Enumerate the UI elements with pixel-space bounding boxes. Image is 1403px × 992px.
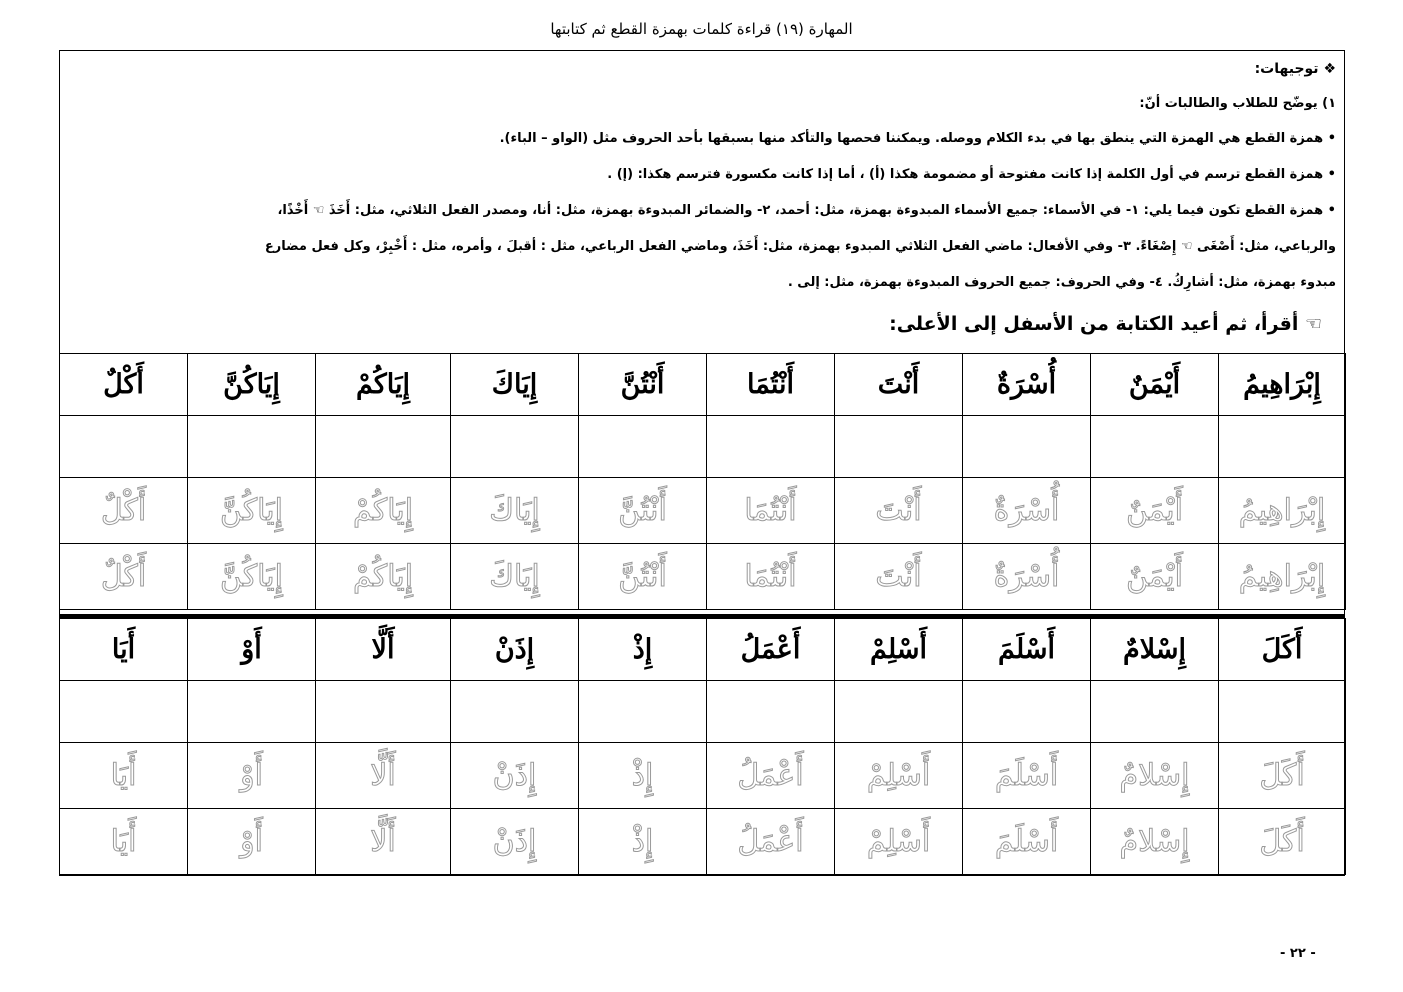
trace-cell: إِذَنْ (451, 809, 579, 875)
word-cell: أَكْلٌ (60, 354, 188, 416)
writing-cell[interactable] (188, 416, 316, 478)
words-table-2 (59, 618, 1346, 875)
trace-cell: أَنْتُنَّ (579, 478, 707, 544)
trace-cell: إِبْرَاهِيمُ (1219, 478, 1346, 544)
word-row (60, 619, 1346, 681)
trace-row (60, 478, 1346, 544)
instruction-bullet-2: • همزة القطع ترسم في أول الكلمة إذا كانت مفتوحة أو مضمومة هكذا (أ) ، أما إذا كانت مكسورة فترسم هكذا: (إ) . (607, 167, 1336, 182)
word-cell: إِيَاكَ (451, 354, 579, 416)
trace-cell: أُسْرَةٌ (963, 544, 1091, 610)
instruction-bullet-1: • همزة القطع هي الهمزة التي ينطق بها في بدء الكلام ووصله. ويمكننا فحصها والتأكد منها بسبقها بأحد الحروف مثل (الواو – الباء). (499, 131, 1336, 146)
instruction-line-4: والرباعي، مثل: أَصْغَى ☜ إِصْغَاءً. ٣- وفي الأفعال: ماضي الفعل الثلاثي المبدوء بهمزة، مثل: أَخَذَ، وماضي الفعل الرباعي، مثل : أقبلَ ، وأمره، مثل : أَخْبِرْ، وكل فعل مضارع (264, 239, 1336, 254)
word-cell: أَوْ (188, 619, 316, 681)
trace-row (60, 809, 1346, 875)
trace-cell: أَسْلَمَ (963, 743, 1091, 809)
word-cell: أَنْتُنَّ (579, 354, 707, 416)
trace-cell: أَنْتَ (835, 544, 963, 610)
trace-cell: إِذْ (579, 809, 707, 875)
word-cell: أَنْتُمَا (707, 354, 835, 416)
word-cell: أَسْلَمَ (963, 619, 1091, 681)
word-cell: أُسْرَةٌ (963, 354, 1091, 416)
read-instruction: ☜ أقرأ، ثم أعيد الكتابة من الأسفل إلى الأعلى: (889, 313, 1322, 335)
writing-cell[interactable] (1091, 416, 1219, 478)
page-number: - ٢٢ - (1280, 946, 1316, 961)
trace-cell: أَنْتُنَّ (579, 544, 707, 610)
trace-cell: أَوْ (188, 809, 316, 875)
writing-cell[interactable] (316, 681, 451, 743)
word-cell: أَلَّا (316, 619, 451, 681)
writing-cell[interactable] (188, 681, 316, 743)
writing-cell[interactable] (835, 681, 963, 743)
trace-cell: أَعْمَلُ (707, 809, 835, 875)
instruction-line-5: مبدوء بهمزة، مثل: أشارِكُ. ٤- وفي الحروف: جميع الحروف المبدوءة بهمزة، مثل: إلى . (787, 275, 1336, 290)
trace-cell: إِيَاكَ (451, 478, 579, 544)
writing-cell[interactable] (835, 416, 963, 478)
instructions-heading: ❖ توجيهات: (1254, 61, 1336, 77)
trace-cell: أَلَّا (316, 743, 451, 809)
trace-cell: أَيْمَنٌ (1091, 544, 1219, 610)
writing-cell[interactable] (963, 681, 1091, 743)
trace-cell: أَكَلَ (1219, 809, 1346, 875)
trace-cell: أَسْلَمَ (963, 809, 1091, 875)
word-cell: إِذْ (579, 619, 707, 681)
instructions (60, 51, 1344, 353)
word-cell: أَكَلَ (1219, 619, 1346, 681)
trace-cell: أَيَا (60, 743, 188, 809)
word-cell: إِسْلامٌ (1091, 619, 1219, 681)
trace-cell: إِيَاكُمْ (316, 478, 451, 544)
trace-cell: إِسْلامٌ (1091, 809, 1219, 875)
writing-cell[interactable] (60, 416, 188, 478)
worksheet-frame (59, 50, 1345, 876)
writing-row (60, 416, 1346, 478)
word-cell: أَسْلِمْ (835, 619, 963, 681)
trace-row (60, 743, 1346, 809)
trace-cell: أَكْلٌ (60, 544, 188, 610)
trace-cell: أَكَلَ (1219, 743, 1346, 809)
writing-cell[interactable] (1219, 416, 1346, 478)
writing-cell[interactable] (579, 416, 707, 478)
instruction-item-1: ١) يوضّح للطلاب والطالبات أنّ: (1139, 96, 1336, 111)
writing-cell[interactable] (963, 416, 1091, 478)
trace-cell: أَلَّا (316, 809, 451, 875)
word-cell: أَنْتَ (835, 354, 963, 416)
writing-cell[interactable] (579, 681, 707, 743)
trace-cell: أَكْلٌ (60, 478, 188, 544)
trace-cell: أَنْتُمَا (707, 544, 835, 610)
writing-cell[interactable] (316, 416, 451, 478)
writing-cell[interactable] (1219, 681, 1346, 743)
word-cell: إِذَنْ (451, 619, 579, 681)
word-cell: أَيَا (60, 619, 188, 681)
word-cell: إِبْرَاهِيمُ (1219, 354, 1346, 416)
trace-cell: أَنْتُمَا (707, 478, 835, 544)
word-cell: أَيْمَنٌ (1091, 354, 1219, 416)
writing-row (60, 681, 1346, 743)
word-row (60, 354, 1346, 416)
trace-cell: أَنْتَ (835, 478, 963, 544)
trace-cell: أُسْرَةٌ (963, 478, 1091, 544)
writing-cell[interactable] (60, 681, 188, 743)
instruction-bullet-3: • همزة القطع تكون فيما يلي: ١- في الأسماء: جميع الأسماء المبدوءة بهمزة، مثل: أحمد، ٢- والضمائر المبدوءة بهمزة، مثل: أنا، ومصدر الفعل الثلاثي، مثل: أَخَذَ ☜ أَخْذًا، (277, 203, 1336, 218)
word-cell: أَعْمَلُ (707, 619, 835, 681)
trace-cell: أَسْلِمْ (835, 743, 963, 809)
word-cell: إِيَاكُنَّ (188, 354, 316, 416)
trace-row (60, 544, 1346, 610)
trace-cell: إِذَنْ (451, 743, 579, 809)
trace-cell: إِيَاكُمْ (316, 544, 451, 610)
trace-cell: إِيَاكُنَّ (188, 478, 316, 544)
writing-cell[interactable] (707, 681, 835, 743)
word-cell: إِيَاكُمْ (316, 354, 451, 416)
trace-cell: أَعْمَلُ (707, 743, 835, 809)
trace-cell: إِذْ (579, 743, 707, 809)
words-table-1 (59, 353, 1346, 610)
trace-cell: أَوْ (188, 743, 316, 809)
trace-cell: أَيْمَنٌ (1091, 478, 1219, 544)
trace-cell: أَسْلِمْ (835, 809, 963, 875)
trace-cell: إِبْرَاهِيمُ (1219, 544, 1346, 610)
trace-cell: إِسْلامٌ (1091, 743, 1219, 809)
trace-cell: إِيَاكَ (451, 544, 579, 610)
trace-cell: إِيَاكُنَّ (188, 544, 316, 610)
writing-cell[interactable] (707, 416, 835, 478)
trace-cell: أَيَا (60, 809, 188, 875)
writing-cell[interactable] (451, 681, 579, 743)
page-title: المهارة (١٩) قراءة كلمات بهمزة القطع ثم كتابتها (550, 20, 853, 38)
writing-cell[interactable] (451, 416, 579, 478)
writing-cell[interactable] (1091, 681, 1219, 743)
